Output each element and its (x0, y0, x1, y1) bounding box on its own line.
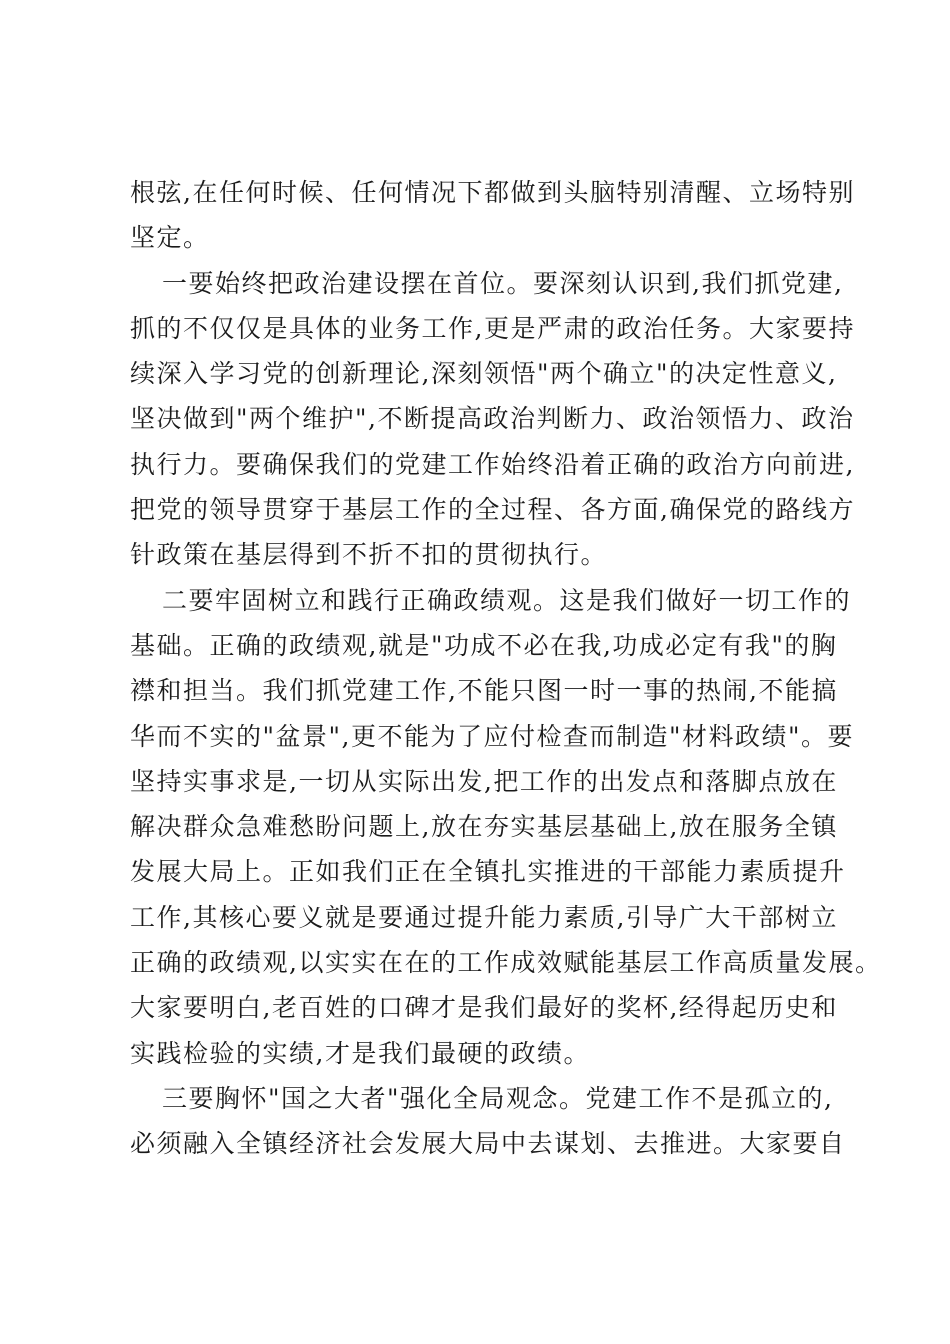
text-line: 工作,其核心要义就是要通过提升能力素质,引导广大干部树立 (130, 902, 838, 932)
text-line: 发展大局上。正如我们正在全镇扎实推进的干部能力素质提升 (130, 857, 846, 887)
text-line: 执行力。要确保我们的党建工作始终沿着正确的政治方向前进, (130, 449, 855, 479)
text-line: 华而不实的"盆景",更不能为了应付检查而制造"材料政绩"。要 (130, 721, 854, 751)
text-line: 抓的不仅仅是具体的业务工作,更是严肃的政治任务。大家要持 (130, 313, 855, 343)
text-line: 坚决做到"两个维护",不断提高政治判断力、政治领悟力、政治 (130, 404, 855, 434)
paragraph-first-line: 三要胸怀"国之大者"强化全局观念。党建工作不是孤立的, (162, 1083, 834, 1113)
text-line: 坚持实事求是,一切从实际出发,把工作的出发点和落脚点放在 (130, 766, 838, 796)
body-text (130, 170, 882, 1167)
text-line: 续深入学习党的创新理论,深刻领悟"两个确立"的决定性意义, (130, 359, 838, 389)
text-line: 实践检验的实绩,才是我们最硬的政绩。 (130, 1038, 590, 1068)
paragraph-first-line: 二要牢固树立和践行正确政绩观。这是我们做好一切工作的 (162, 585, 852, 615)
text-line: 必须融入全镇经济社会发展大局中去谋划、去推进。大家要自 (130, 1129, 846, 1159)
text-line: 襟和担当。我们抓党建工作,不能只图一时一事的热闹,不能搞 (130, 676, 838, 706)
text-line: 根弦,在任何时候、任何情况下都做到头脑特别清醒、立场特别 (130, 178, 855, 207)
text-line: 针政策在基层得到不折不扣的贯彻执行。 (130, 540, 608, 570)
text-line: 正确的政绩观,以实实在在的工作成效赋能基层工作高质量发展。 (130, 948, 882, 978)
text-line: 坚定。 (130, 223, 210, 253)
paragraph-first-line: 一要始终把政治建设摆在首位。要深刻认识到,我们抓党建, (162, 268, 844, 298)
text-line: 把党的领导贯穿于基层工作的全过程、各方面,确保党的路线方 (130, 495, 855, 525)
text-line: 基础。正确的政绩观,就是"功成不必在我,功成必定有我"的胸 (130, 630, 838, 660)
text-line: 解决群众急难愁盼问题上,放在夯实基层基础上,放在服务全镇 (130, 812, 838, 842)
text-line: 大家要明白,老百姓的口碑才是我们最好的奖杯,经得起历史和 (130, 993, 838, 1023)
